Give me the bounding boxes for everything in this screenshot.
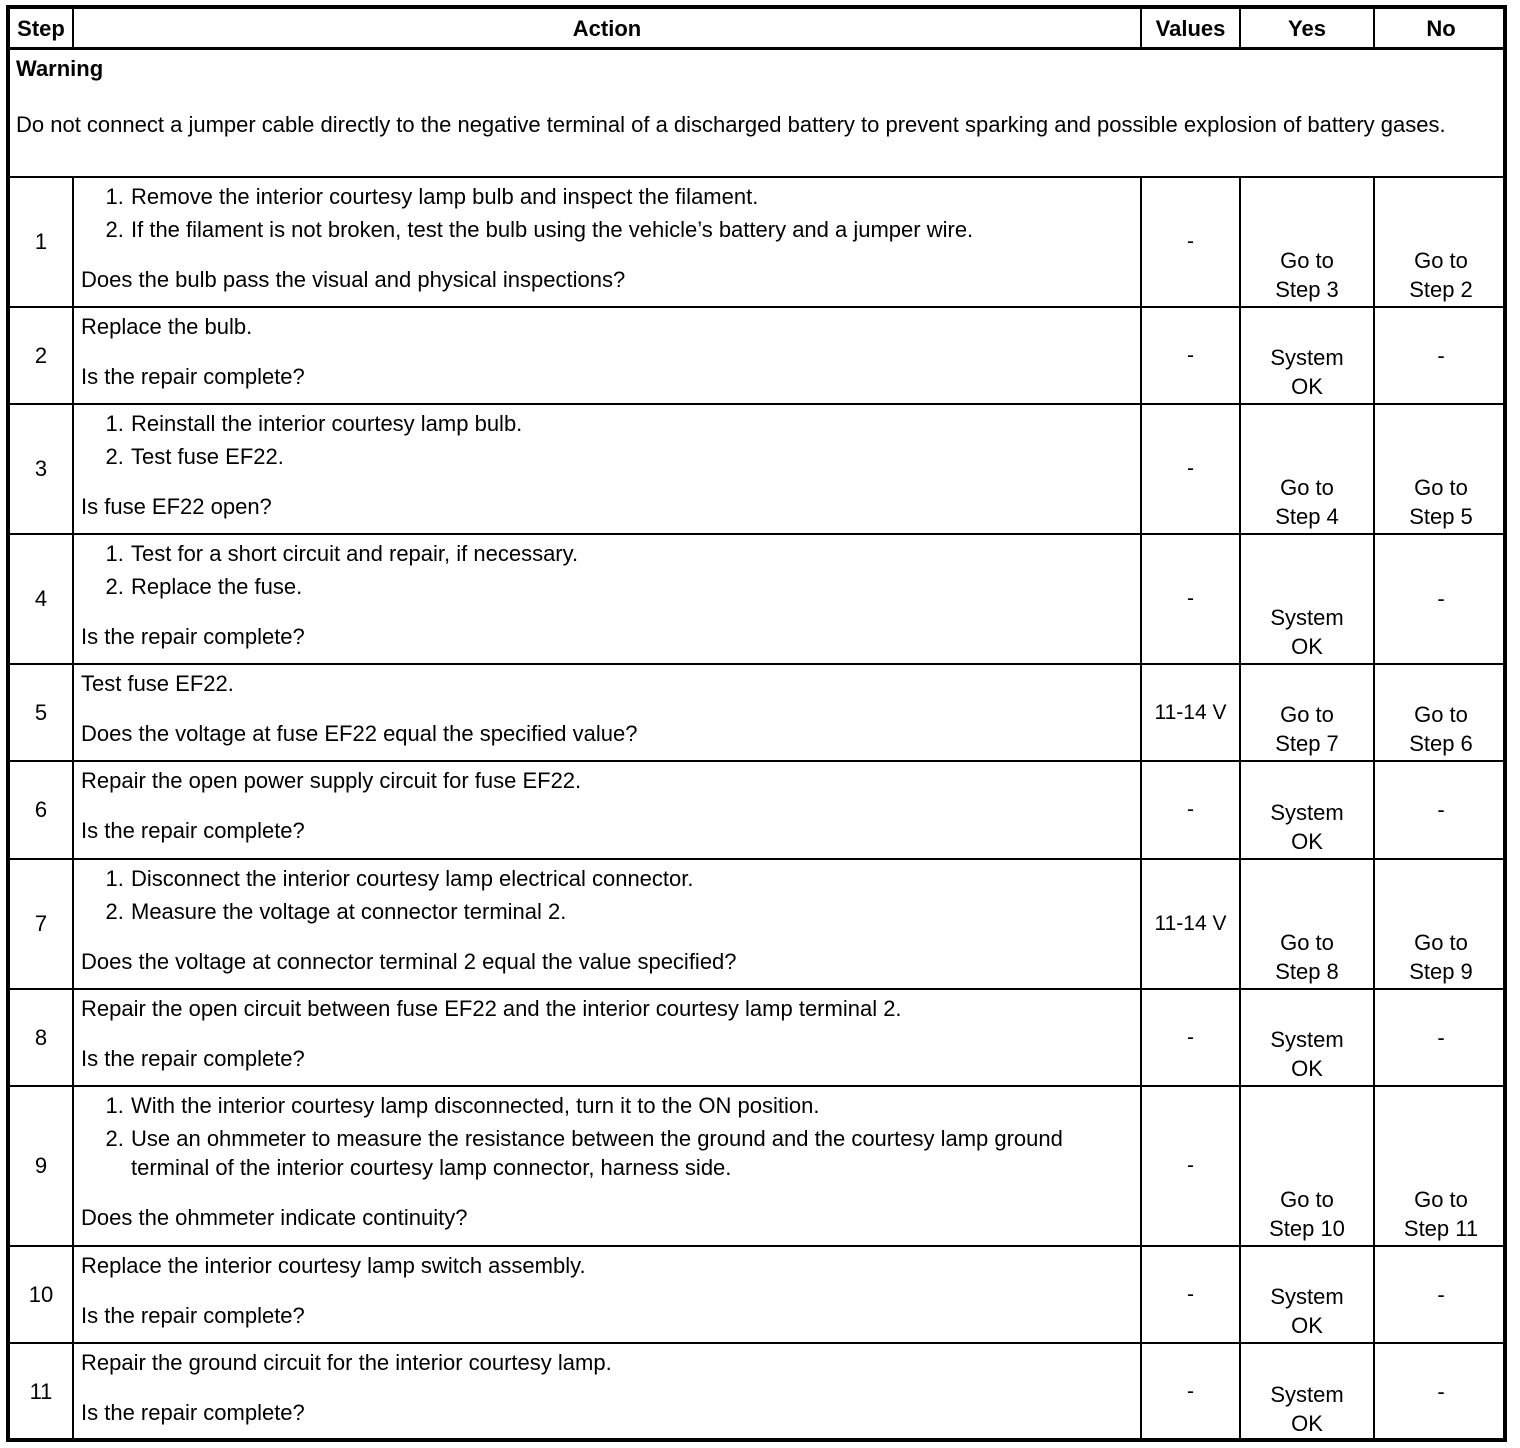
action-cell	[73, 664, 1141, 761]
step-number: 4	[10, 534, 73, 664]
values-cell: -	[1141, 761, 1240, 859]
action-list	[81, 1091, 1134, 1182]
step-number: 7	[10, 859, 73, 989]
no-outcome-line: Step 5	[1409, 503, 1473, 529]
yes-outcome-line: System	[1270, 1381, 1344, 1407]
yes-cell	[1240, 1246, 1374, 1343]
no-cell	[1374, 1086, 1507, 1246]
values-cell: -	[1141, 989, 1240, 1086]
action-text: Repair the ground circuit for the interior courtesy lamp.	[81, 1349, 612, 1375]
yes-cell	[1240, 534, 1374, 664]
action-list-item: 1. Test for a short circuit and repair, if necessary.	[130, 539, 1134, 568]
yes-cell	[1240, 307, 1374, 404]
action-cell	[73, 1343, 1141, 1440]
action-list-item: 1. Reinstall the interior courtesy lamp bulb.	[130, 409, 1134, 438]
action-cell	[73, 534, 1141, 664]
no-cell	[1374, 534, 1507, 664]
values-cell: -	[1141, 1343, 1240, 1440]
values-cell: 11-14 V	[1141, 859, 1240, 989]
no-outcome-line: -	[1437, 1379, 1445, 1404]
no-outcome-line: -	[1437, 342, 1445, 368]
question-text: Is fuse EF22 open?	[81, 493, 272, 519]
values-cell: -	[1141, 1086, 1240, 1246]
no-outcome-line: -	[1437, 1281, 1445, 1307]
step-number: 8	[10, 989, 73, 1086]
no-outcome-line: Go to	[1414, 929, 1468, 955]
yes-outcome-line: OK	[1291, 373, 1323, 399]
values-cell: -	[1141, 404, 1240, 534]
action-text: Repair the open circuit between fuse EF22 and the interior courtesy lamp terminal 2.	[81, 995, 902, 1021]
action-list	[81, 864, 1134, 926]
no-outcome-line: Go to	[1414, 701, 1468, 727]
no-outcome-line: -	[1437, 797, 1445, 822]
yes-cell	[1240, 761, 1374, 859]
yes-cell	[1240, 859, 1374, 989]
no-outcome-line: Go to	[1414, 474, 1468, 500]
yes-cell	[1240, 177, 1374, 307]
yes-outcome-line: Step 10	[1269, 1215, 1345, 1241]
yes-outcome-line: Step 7	[1275, 730, 1339, 756]
table-row	[10, 664, 1507, 761]
action-cell	[73, 859, 1141, 989]
header-row	[10, 9, 1507, 49]
step-number: 2	[10, 307, 73, 404]
action-list	[81, 409, 1134, 471]
action-list-item: 2. Measure the voltage at connector terminal 2.	[130, 897, 1134, 926]
no-cell	[1374, 1246, 1507, 1343]
no-cell	[1374, 307, 1507, 404]
header-step: Step	[10, 9, 73, 49]
action-text: Replace the bulb.	[81, 313, 253, 339]
action-list	[81, 539, 1134, 601]
action-list-item: 2. Use an ohmmeter to measure the resistance between the ground and the courtesy lamp ground terminal of the interior courtesy lamp connector, harness side.	[130, 1124, 1134, 1182]
step-number: 6	[10, 761, 73, 859]
warning-cell	[10, 49, 1507, 177]
action-list-item: 2. If the filament is not broken, test the bulb using the vehicle’s battery and a jumper wire.	[130, 215, 1134, 244]
warning-row	[10, 49, 1507, 177]
yes-cell	[1240, 1343, 1374, 1440]
question-text: Is the repair complete?	[81, 1399, 305, 1425]
no-outcome-line: Step 9	[1409, 958, 1473, 984]
yes-cell	[1240, 1086, 1374, 1246]
question-text: Is the repair complete?	[81, 1302, 305, 1328]
yes-outcome-line: System	[1270, 604, 1344, 630]
yes-outcome-line: System	[1270, 1283, 1344, 1309]
action-cell	[73, 1086, 1141, 1246]
values-cell: 11-14 V	[1141, 664, 1240, 761]
question-text: Is the repair complete?	[81, 363, 305, 389]
warning-title: Warning	[16, 56, 104, 81]
yes-cell	[1240, 664, 1374, 761]
action-cell	[73, 404, 1141, 534]
action-list-item: 1. Disconnect the interior courtesy lamp electrical connector.	[130, 864, 1134, 893]
no-cell	[1374, 404, 1507, 534]
no-cell	[1374, 177, 1507, 307]
step-number: 11	[10, 1343, 73, 1440]
table-row	[10, 177, 1507, 307]
no-cell	[1374, 761, 1507, 859]
yes-outcome-line: Go to	[1280, 247, 1334, 273]
header-no: No	[1374, 9, 1507, 49]
yes-outcome-line: Step 3	[1275, 276, 1339, 302]
header-action: Action	[73, 9, 1141, 49]
action-cell	[73, 307, 1141, 404]
question-text: Does the bulb pass the visual and physical inspections?	[81, 266, 626, 292]
action-list-item: 1. Remove the interior courtesy lamp bulb and inspect the filament.	[130, 182, 1134, 211]
no-outcome-line: Step 6	[1409, 730, 1473, 756]
header-yes: Yes	[1240, 9, 1374, 49]
action-cell	[73, 989, 1141, 1086]
yes-outcome-line: System	[1270, 799, 1344, 825]
question-text: Does the voltage at fuse EF22 equal the specified value?	[81, 720, 638, 746]
table-row	[10, 307, 1507, 404]
question-text: Is the repair complete?	[81, 817, 305, 843]
yes-outcome-line: Go to	[1280, 929, 1334, 955]
values-cell: -	[1141, 1246, 1240, 1343]
no-cell	[1374, 859, 1507, 989]
table-row	[10, 859, 1507, 989]
table-row	[10, 1246, 1507, 1343]
question-text: Is the repair complete?	[81, 623, 305, 649]
yes-outcome-line: Step 4	[1275, 503, 1339, 529]
yes-outcome-line: System	[1270, 344, 1344, 370]
no-outcome-line: Go to	[1414, 247, 1468, 273]
step-number: 5	[10, 664, 73, 761]
no-outcome-line: -	[1437, 586, 1445, 611]
warning-text: Do not connect a jumper cable directly to the negative terminal of a discharged battery to prevent sparking and possible explosion of battery gases.	[16, 112, 1446, 137]
yes-cell	[1240, 404, 1374, 534]
no-outcome-line: Step 11	[1403, 1215, 1479, 1241]
yes-outcome-line: Go to	[1280, 1186, 1334, 1212]
values-cell: -	[1141, 307, 1240, 404]
table-row	[10, 989, 1507, 1086]
action-list-item: 1. With the interior courtesy lamp disconnected, turn it to the ON position.	[130, 1091, 1134, 1120]
values-cell: -	[1141, 534, 1240, 664]
table-row	[10, 1343, 1507, 1440]
action-list-item: 2. Replace the fuse.	[130, 572, 1134, 601]
no-outcome-line: -	[1437, 1024, 1445, 1050]
action-cell	[73, 177, 1141, 307]
step-number: 3	[10, 404, 73, 534]
no-cell	[1374, 664, 1507, 761]
diagnostic-table	[10, 9, 1507, 1440]
yes-outcome-line: OK	[1291, 828, 1323, 854]
step-number: 1	[10, 177, 73, 307]
table-row	[10, 534, 1507, 664]
action-list	[81, 182, 1134, 244]
values-cell: -	[1141, 177, 1240, 307]
yes-outcome-line: OK	[1291, 1055, 1323, 1081]
table-row	[10, 1086, 1507, 1246]
question-text: Does the voltage at connector terminal 2 equal the value specified?	[81, 948, 737, 974]
yes-outcome-line: System	[1270, 1026, 1344, 1052]
action-text: Replace the interior courtesy lamp switch assembly.	[81, 1252, 586, 1278]
yes-cell	[1240, 989, 1374, 1086]
action-list-item: 2. Test fuse EF22.	[130, 442, 1134, 471]
no-cell	[1374, 989, 1507, 1086]
question-text: Is the repair complete?	[81, 1045, 305, 1071]
action-cell	[73, 1246, 1141, 1343]
yes-outcome-line: OK	[1291, 1410, 1323, 1436]
table-row	[10, 761, 1507, 859]
diagnostic-table-frame	[6, 5, 1507, 1442]
header-values: Values	[1141, 9, 1240, 49]
yes-outcome-line: OK	[1291, 1312, 1323, 1338]
no-outcome-line: Go to	[1414, 1186, 1468, 1212]
yes-outcome-line: Go to	[1280, 474, 1334, 500]
table-row	[10, 404, 1507, 534]
step-number: 9	[10, 1086, 73, 1246]
step-number: 10	[10, 1246, 73, 1343]
action-text: Repair the open power supply circuit for fuse EF22.	[81, 767, 582, 793]
yes-outcome-line: OK	[1291, 633, 1323, 659]
question-text: Does the ohmmeter indicate continuity?	[81, 1204, 468, 1230]
action-text: Test fuse EF22.	[81, 670, 234, 696]
no-cell	[1374, 1343, 1507, 1440]
no-outcome-line: Step 2	[1409, 276, 1473, 302]
yes-outcome-line: Step 8	[1275, 958, 1339, 984]
yes-outcome-line: Go to	[1280, 701, 1334, 727]
action-cell	[73, 761, 1141, 859]
